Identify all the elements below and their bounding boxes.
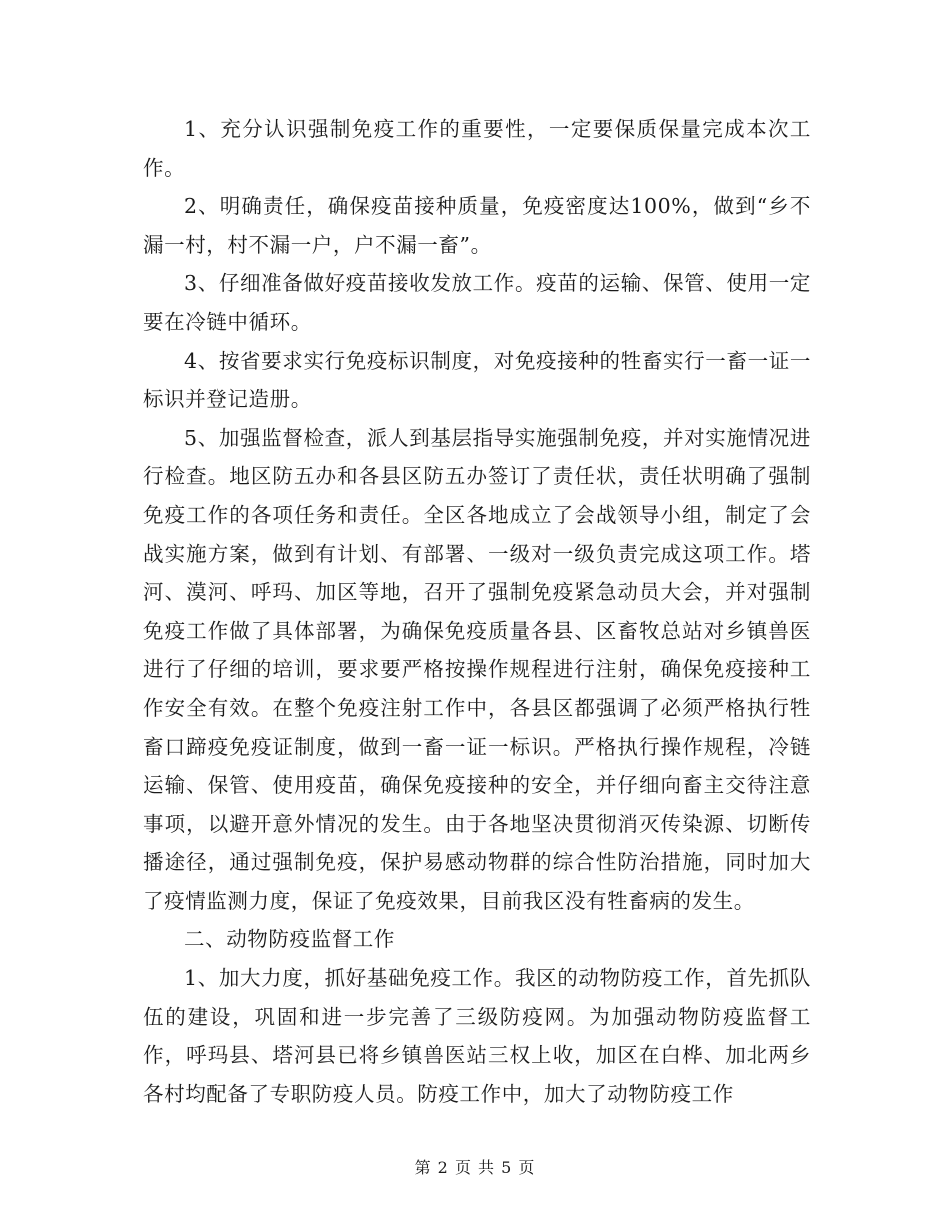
page-number-footer: 第 2 页 共 5 页 — [414, 1158, 536, 1177]
paragraph-item-2: 2、明确责任，确保疫苗接种质量，免疫密度达100%，做到“乡不漏一村，村不漏一户，户不漏一畜”。 — [143, 194, 811, 257]
section-paragraph: 1、加大力度，抓好基础免疫工作。我区的动物防疫工作，首先抓队伍的建设，巩固和进一步完善了三级防疫网。为加强动物防疫监督工作，呼玛县、塔河县已将乡镇兽医站三权上收，加区在白桦、加北两乡各村均配备了专职防疫人员。防疫工作中，加大了动物防疫工作 — [143, 966, 811, 1106]
paragraph-item-3: 3、仔细准备做好疫苗接收发放工作。疫苗的运输、保管、使用一定要在冷链中循环。 — [143, 271, 811, 334]
paragraph-item-4: 4、按省要求实行免疫标识制度，对免疫接种的牲畜实行一畜一证一标识并登记造册。 — [143, 348, 811, 412]
document-body — [143, 110, 811, 1113]
paragraph-item-1: 1、充分认识强制免疫工作的重要性，一定要保质保量完成本次工作。 — [143, 117, 811, 180]
paragraph-item-5: 5、加强监督检查，派人到基层指导实施强制免疫，并对实施情况进行检查。地区防五办和各县区防五办签订了责任状，责任状明确了强制免疫工作的各项任务和责任。全区各地成立了会战领导小组，制定了会战实施方案，做到有计划、有部署、一级对一级负责完成这项工作。塔河、漠河、呼玛、加区等地，召开了强制免疫紧急动员大会，并对强制免疫工作做了具体部署，为确保免疫质量各县、区畜牧总站对乡镇兽医进行了仔细的培训，要求要严格按操作规程进行注射，确保免疫接种工作安全有效。在整个免疫注射工作中，各县区都强调了必须严格执行牲畜口蹄疫免疫证制度，做到一畜一证一标识。严格执行操作规程，冷链运输、保管、使用疫苗，确保免疫接种的安全，并仔细向畜主交待注意事项，以避开意外情况的发生。由于各地坚决贯彻消灭传染源、切断传播途径，通过强制免疫，保护易感动物群的综合性防治措施，同时加大了疫情监测力度，保证了免疫效果，目前我区没有牲畜病的发生。 — [143, 425, 811, 913]
section-heading: 二、动物防疫监督工作 — [184, 927, 395, 952]
